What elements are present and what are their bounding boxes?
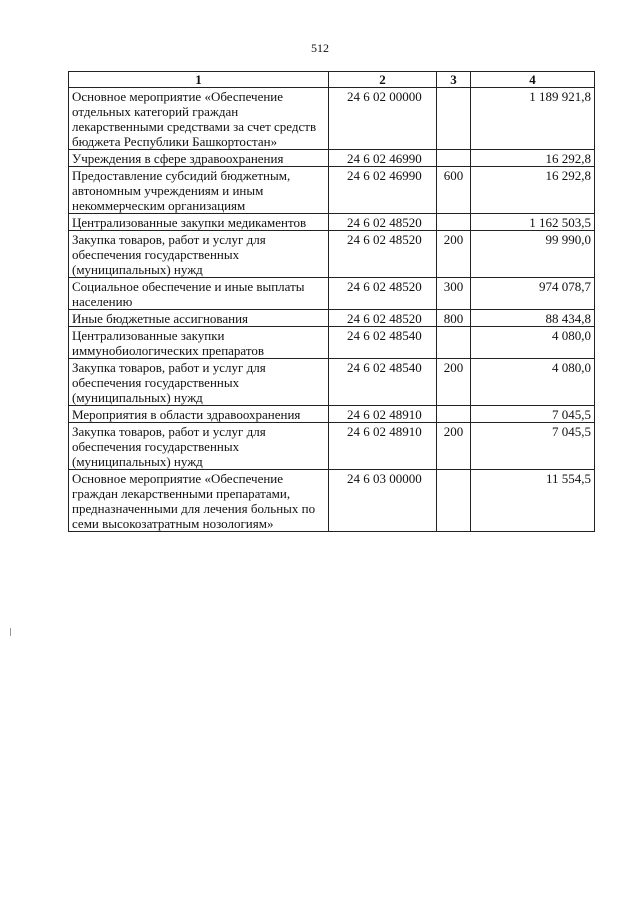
cell-name: Централизованные закупки медикаментов <box>69 214 329 231</box>
cell-type <box>437 406 471 423</box>
table-header-row <box>69 72 595 88</box>
table-row <box>69 406 595 423</box>
cell-sum: 99 990,0 <box>471 231 595 278</box>
cell-name: Социальное обеспечение и иные выплаты населению <box>69 278 329 310</box>
cell-sum: 16 292,8 <box>471 167 595 214</box>
cell-type: 600 <box>437 167 471 214</box>
cell-type <box>437 150 471 167</box>
cell-code: 24 6 02 48910 <box>329 423 437 470</box>
table-row <box>69 327 595 359</box>
cell-name: Основное мероприятие «Обеспечение граждан лекарственными препаратами, предназначенными для лечения больных по семи высокозатратным нозологиям» <box>69 470 329 532</box>
cell-code: 24 6 03 00000 <box>329 470 437 532</box>
cell-code: 24 6 02 46990 <box>329 167 437 214</box>
table-row <box>69 150 595 167</box>
cell-name: Предоставление субсидий бюджетным, автономным учреждениям и иным некоммерческим организациям <box>69 167 329 214</box>
budget-table <box>68 71 595 532</box>
cell-code: 24 6 02 00000 <box>329 88 437 150</box>
cell-code: 24 6 02 46990 <box>329 150 437 167</box>
page-number: 512 <box>311 41 329 55</box>
cell-code: 24 6 02 48520 <box>329 278 437 310</box>
cell-name: Основное мероприятие «Обеспечение отдельных категорий граждан лекарственными средствами за счет средств бюджета Республики Башкортостан» <box>69 88 329 150</box>
cell-type: 200 <box>437 231 471 278</box>
cell-name: Закупка товаров, работ и услуг для обеспечения государственных (муниципальных) нужд <box>69 231 329 278</box>
column-header-code: 2 <box>329 72 437 88</box>
table-row <box>69 470 595 532</box>
cell-sum: 4 080,0 <box>471 327 595 359</box>
cell-name: Мероприятия в области здравоохранения <box>69 406 329 423</box>
cell-sum: 16 292,8 <box>471 150 595 167</box>
table-row <box>69 167 595 214</box>
margin-scan-mark <box>10 628 11 636</box>
cell-code: 24 6 02 48520 <box>329 310 437 327</box>
cell-code: 24 6 02 48910 <box>329 406 437 423</box>
cell-type <box>437 214 471 231</box>
cell-name: Учреждения в сфере здравоохранения <box>69 150 329 167</box>
cell-type: 200 <box>437 359 471 406</box>
table-row <box>69 214 595 231</box>
cell-type <box>437 88 471 150</box>
cell-type <box>437 470 471 532</box>
cell-sum: 1 162 503,5 <box>471 214 595 231</box>
cell-code: 24 6 02 48520 <box>329 231 437 278</box>
cell-sum: 974 078,7 <box>471 278 595 310</box>
cell-code: 24 6 02 48540 <box>329 327 437 359</box>
cell-sum: 4 080,0 <box>471 359 595 406</box>
cell-type: 200 <box>437 423 471 470</box>
table-row <box>69 359 595 406</box>
column-header-sum: 4 <box>471 72 595 88</box>
column-header-type: 3 <box>437 72 471 88</box>
table-row <box>69 231 595 278</box>
cell-code: 24 6 02 48520 <box>329 214 437 231</box>
cell-code: 24 6 02 48540 <box>329 359 437 406</box>
cell-type <box>437 327 471 359</box>
cell-name: Централизованные закупки иммунобиологических препаратов <box>69 327 329 359</box>
cell-sum: 7 045,5 <box>471 423 595 470</box>
cell-sum: 1 189 921,8 <box>471 88 595 150</box>
cell-sum: 88 434,8 <box>471 310 595 327</box>
cell-name: Иные бюджетные ассигнования <box>69 310 329 327</box>
cell-type: 300 <box>437 278 471 310</box>
column-header-name: 1 <box>69 72 329 88</box>
table-row <box>69 423 595 470</box>
cell-sum: 11 554,5 <box>471 470 595 532</box>
table-row <box>69 278 595 310</box>
cell-name: Закупка товаров, работ и услуг для обеспечения государственных (муниципальных) нужд <box>69 359 329 406</box>
table-row <box>69 88 595 150</box>
cell-name: Закупка товаров, работ и услуг для обеспечения государственных (муниципальных) нужд <box>69 423 329 470</box>
cell-type: 800 <box>437 310 471 327</box>
table-row <box>69 310 595 327</box>
cell-sum: 7 045,5 <box>471 406 595 423</box>
